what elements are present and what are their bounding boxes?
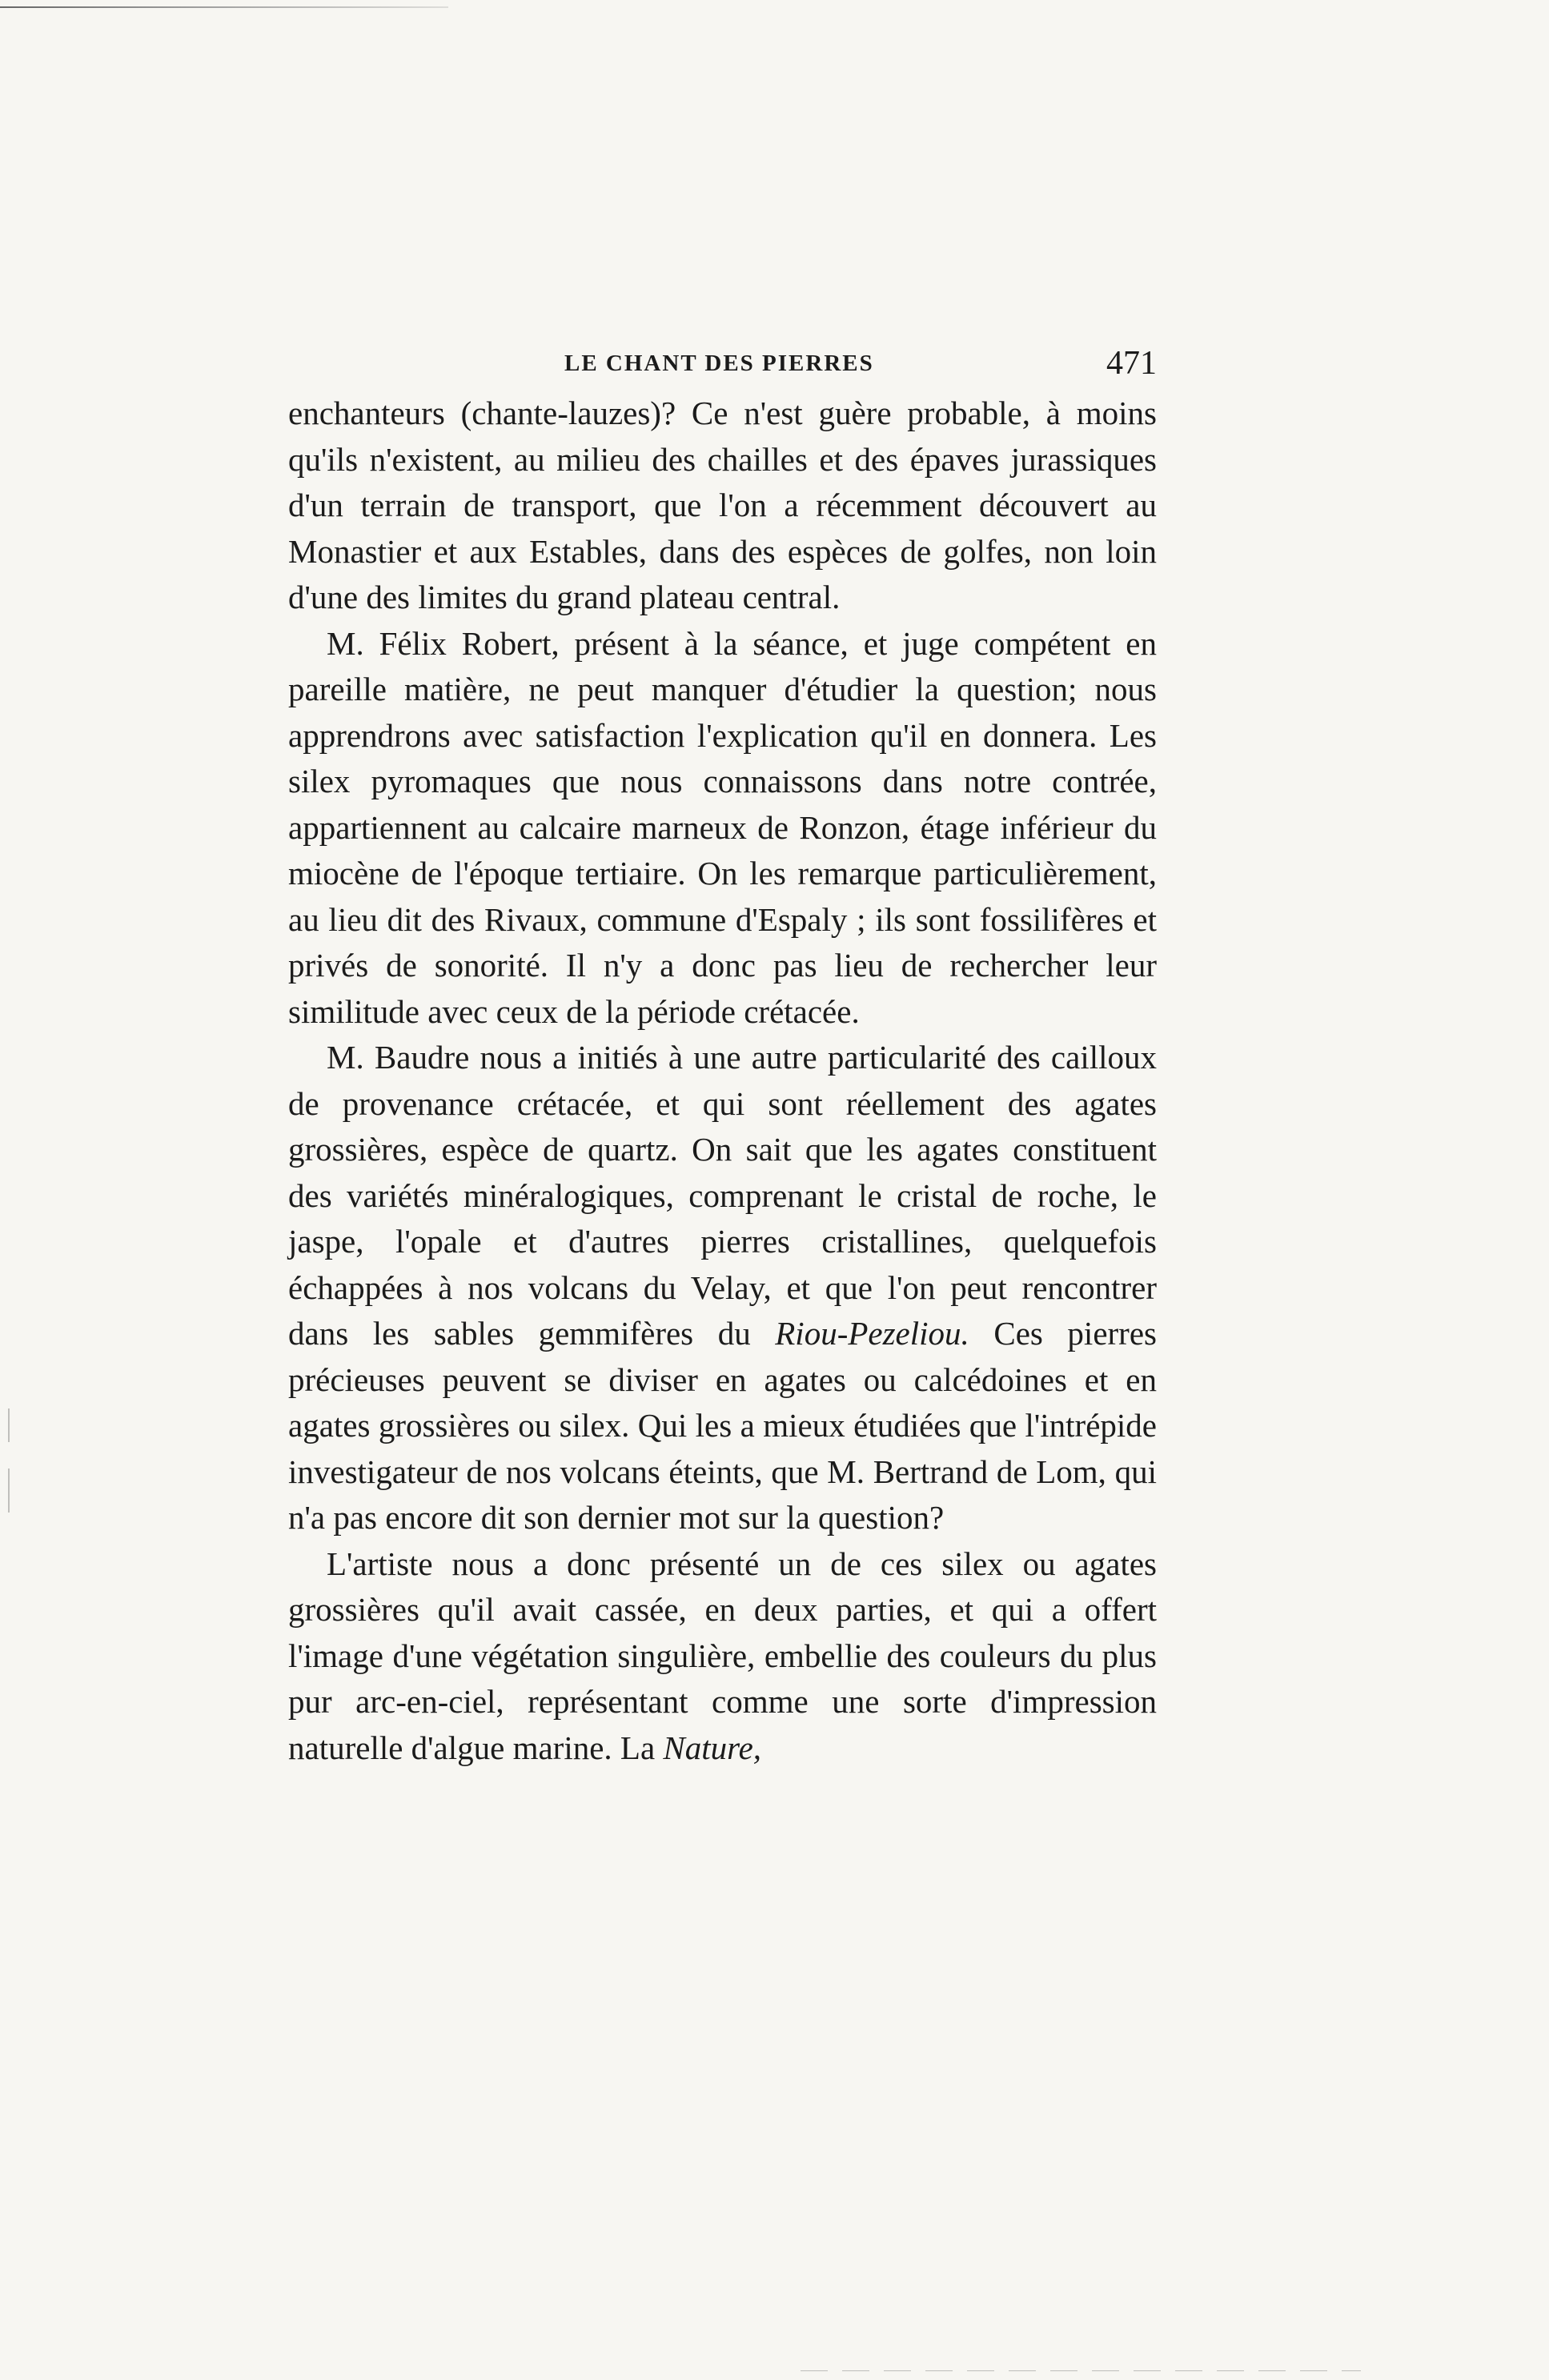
left-margin-mark — [8, 1468, 10, 1513]
paragraph-text: enchanteurs (chante-lauzes)? Ce n'est guère probable, à moins qu'ils n'existent, au milieu des chailles et des épaves jurassiques d'un terrain de transport, que l'on a récemment découvert au Monastier et aux Estables, dans des espèces de golfes, non loin d'une des limites du grand plateau central. — [288, 395, 1157, 615]
body-text — [288, 391, 1157, 1771]
italic-word: Nature, — [663, 1729, 762, 1766]
paragraph-text: L'artiste nous a donc présenté un de ces silex ou agates grossières qu'il avait cassée, en deux parties, et qui a offert l'image d'une végétation singulière, embellie des couleurs du plus pur arc-en-ciel, représentant comme une sorte d'impression naturelle d'algue marine. La — [288, 1545, 1157, 1766]
running-title: LE CHANT DES PIERRES — [564, 351, 874, 376]
paragraph-text: Ces pierres précieuses peuvent se diviser en agates ou calcédoines et en agates grossières ou silex. Qui les a mieux étudiées que l'intrépide investigateur de nos volcans éteints, que M. Bertrand de Lom, qui n'a pas encore dit son dernier mot sur la question? — [288, 1315, 1157, 1536]
page-number: 471 — [1106, 345, 1157, 382]
top-border-rule — [0, 6, 448, 8]
italic-place-name: Riou-Pezeliou. — [775, 1315, 969, 1352]
running-head — [288, 344, 1157, 392]
paragraph — [288, 391, 1157, 621]
paragraph — [288, 1035, 1157, 1541]
paragraph-text: M. Baudre nous a initiés à une autre particularité des cailloux de provenance crétacée, et qui sont réellement des agates grossières, espèce de quartz. On sait que les agates constituent des variétés minéralogiques, comprenant le cristal de roche, le jaspe, l'opale et d'autres pierres cristallines, quelquefois échappées à nos volcans du Velay, et que l'on peut rencontrer dans les sables gemmifères du — [288, 1039, 1157, 1352]
paragraph — [288, 621, 1157, 1036]
bottom-dashed-rule — [801, 2370, 1361, 2371]
paragraph-text: M. Félix Robert, présent à la séance, et juge compétent en pareille matière, ne peut manquer d'étudier la question; nous apprendrons avec satisfaction l'explication qu'il en donnera. Les silex pyromaques que nous connaissons dans notre contrée, appartiennent au calcaire marneux de Ronzon, étage inférieur du miocène de l'époque tertiaire. On les remarque particulièrement, au lieu dit des Rivaux, commune d'Espaly ; ils sont fossilifères et privés de sonorité. Il n'y a donc pas lieu de rechercher leur similitude avec ceux de la période crétacée. — [288, 624, 1157, 1030]
left-margin-mark — [8, 1408, 10, 1442]
paragraph — [288, 1541, 1157, 1772]
